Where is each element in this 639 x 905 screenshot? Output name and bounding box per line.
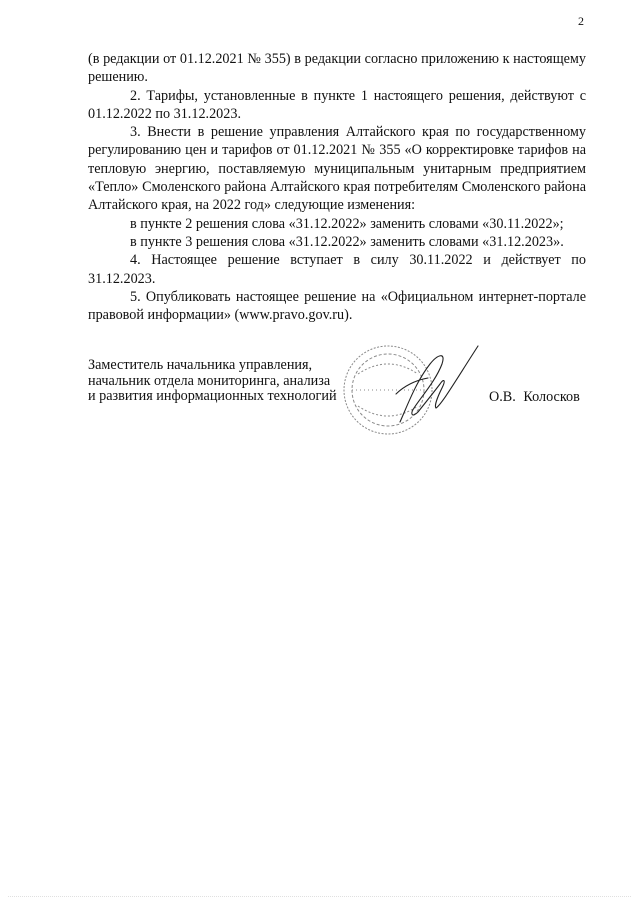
signatory-title-line: Заместитель начальника управления,: [88, 357, 313, 373]
paragraph-2: 2. Тарифы, установленные в пункте 1 настоящего решения, действуют с 01.12.2022 по 31.12.2023.: [88, 87, 586, 122]
paragraph-3-item-2: в пункте 3 решения слова «31.12.2022» заменить словами «31.12.2023».: [130, 233, 564, 250]
official-stamp-with-signature: [338, 334, 488, 444]
paragraph-3: 3. Внести в решение управления Алтайского края по государственному регулированию цен и тарифов от 01.12.2021 № 355 «О корректировке тарифов на тепловую энергию, поставляемую муниципальным унитарным предприятием «Тепло» Смоленского района Алтайского края потребителям Смоленского района Алтайского края, на 2022 год» следующие изменения:: [88, 124, 586, 214]
page-bottom-edge: [8, 896, 631, 897]
paragraph-5: 5. Опубликовать настоящее решение на «Официальном интернет-портале правовой информации» (www.pravo.gov.ru).: [88, 288, 586, 324]
signatory-title: [88, 358, 337, 405]
signatory-name: О.В. Колосков: [489, 389, 580, 405]
signatory-title-line: и развития информационных технологий: [88, 388, 337, 405]
paragraph-4: 4. Настоящее решение вступает в силу 30.11.2022 и действует по 31.12.2023.: [88, 252, 586, 287]
handwritten-signature: [396, 346, 478, 422]
paragraph-3-item-1: в пункте 2 решения слова «31.12.2022» заменить словами «30.11.2022»;: [130, 215, 564, 232]
paragraph-continuation: (в редакции от 01.12.2021 № 355) в редакции согласно приложению к настоящему решению.: [88, 51, 586, 86]
page-number: 2: [578, 14, 584, 28]
document-body: [88, 50, 586, 324]
stamp-seal: [344, 346, 432, 434]
signatory-title-line: начальник отдела мониторинга, анализа: [88, 372, 331, 389]
